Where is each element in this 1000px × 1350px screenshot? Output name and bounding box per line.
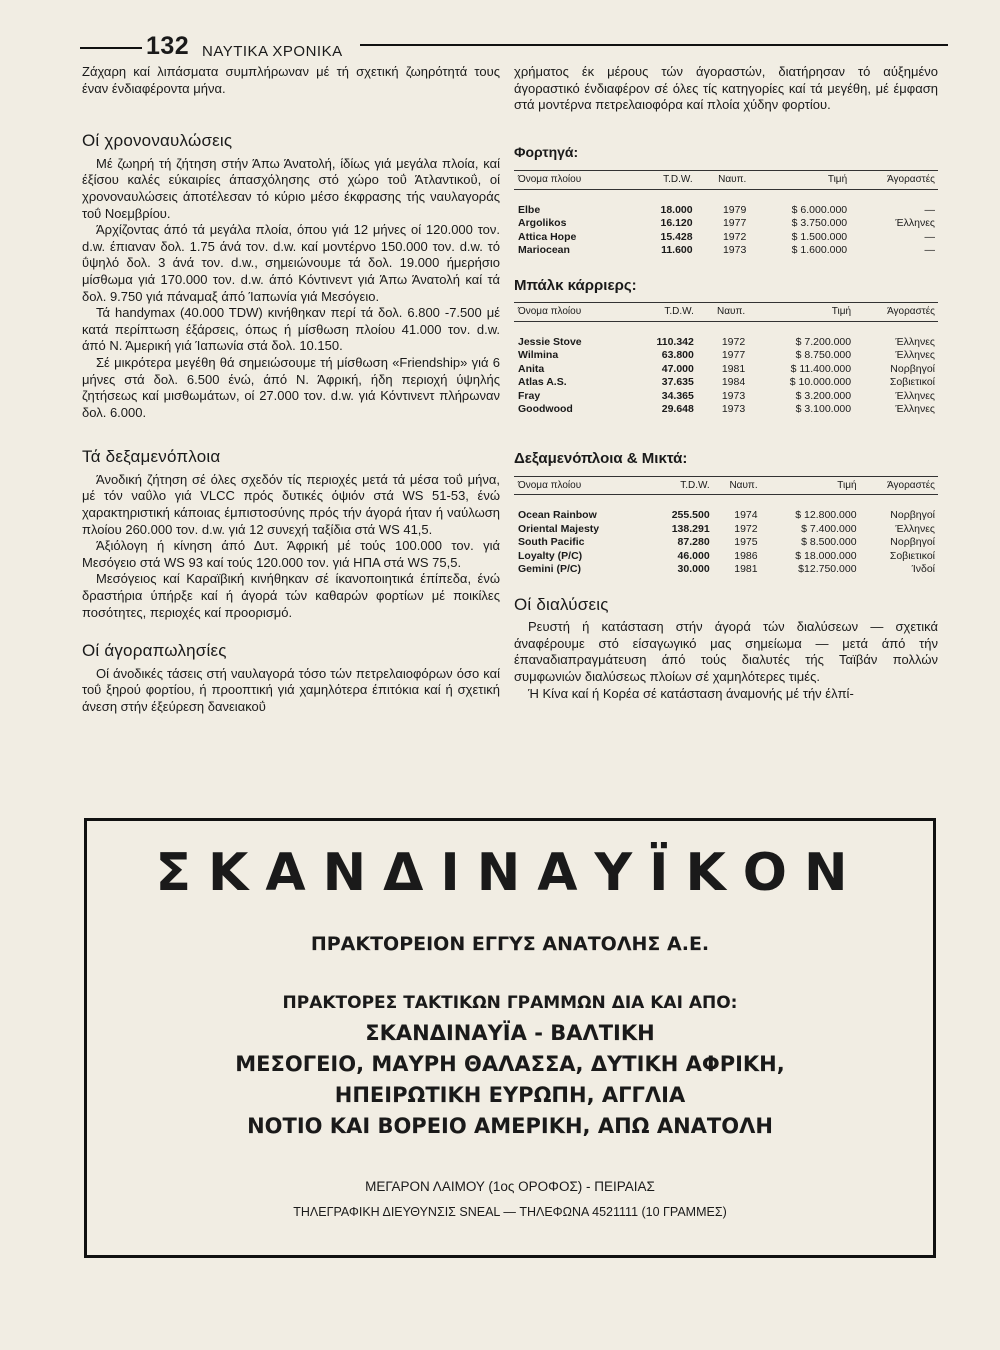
publication-title: ΝΑΥΤΙΚΑ ΧΡΟΝΙΚΑ <box>202 43 343 60</box>
col-header-name: Όνομα πλοίου <box>514 476 650 495</box>
left-column <box>82 64 500 716</box>
table-row: Attica Hope 15.428 1972 $ 1.500.000 — <box>518 230 935 243</box>
col-header-buyers: Άγοραστές <box>854 303 938 322</box>
table-title-tankers-mixed: Δεξαμενόπλοια & Μικτά: <box>514 449 688 467</box>
col-header-tdw: T.D.W. <box>630 303 697 322</box>
right-column <box>514 64 938 702</box>
ad-line: ΣΚΑΝΔΙΝΑΥΪΑ - ΒΑΛΤΙΚΗ <box>365 1021 655 1045</box>
col-header-name: Όνομα πλοίου <box>514 303 630 322</box>
bulk-sales-table <box>514 302 938 417</box>
table-row: Gemini (P/C) 30.000 1981 $12.750.000 Ίνδοί <box>518 563 935 576</box>
header-rule-left <box>80 47 142 49</box>
table-row: Oriental Majesty 138.291 1972 $ 7.400.000 Έλληνες <box>518 522 935 535</box>
table-row: Elbe 18.000 1979 $ 6.000.000 — <box>518 203 935 216</box>
section-heading-demolitions: Οί διαλύσεις <box>514 594 609 614</box>
ad-brand-name: ΣΚΑΝΔΙΝΑΥΪΚΟΝ <box>155 843 865 903</box>
table-row: Atlas A.S. 37.635 1984 $ 10.000.000 Σοβιετικοί <box>518 376 935 389</box>
tankers-paragraph: Μεσόγειος καί Καραϊβική κινήθηκαν σέ ίκανοποιητικά έπίπεδα, ένώ δραστήρια ύπήρξε καί ή άγορά τών καθαρών φορτίων μέ ποικίλες ποσότητες, περιοχές καί προορισμό. <box>82 571 500 620</box>
table-row: Argolikos 16.120 1977 $ 3.750.000 Έλληνες <box>518 217 935 230</box>
tankers-paragraph: Άξιόλογη ή κίνηση άπό Δυτ. Άφρική μέ τούς 100.000 τον. γιά Μεσόγειο στά WS 93 καί τούς 120.000 τον. γιά ΗΠΑ στά WS 75,5. <box>82 538 500 570</box>
table-row: Fray 34.365 1973 $ 3.200.000 Έλληνες <box>518 389 935 402</box>
continuation-paragraph: χρήματος έκ μέρους τών άγοραστών, διατήρησαν τό αύξημένο άγοραστικό ένδιαφέρον σέ όλες τίς κατηγορίες καί τά μεγέθη, μέ έμφαση στά μοντέρνα πετρελαιοφόρα καί πλοία χύδην φορτίου. <box>514 64 938 113</box>
table-header-row <box>514 476 938 495</box>
col-header-built: Ναυπ. <box>696 171 750 190</box>
table-row: Mariocean 11.600 1973 $ 1.600.000 — <box>518 244 935 257</box>
ad-line: ΠΡΑΚΤΟΡΕΣ ΤΑΚΤΙΚΩΝ ΓΡΑΜΜΩΝ ΔΙΑ ΚΑΙ ΑΠΟ: <box>282 993 738 1013</box>
tankers-paragraph: Άνοδική ζήτηση σέ όλες σχεδόν τίς περιοχές μετά τά μέσα τοΰ μήνα, μέ τόν ναΰλο γιά VLCC πρός δυτικές όψιόν στά WS 51-53, ένώ χαρακτηριστική κάποιας έμπιστοσύνης πρός τήν άγορά ήταν ή ναύλωση πλοίου 260.000 τον. d.w. γιά 12 συνεχή ταξίδια στά WS 41,5. <box>82 471 500 537</box>
charters-paragraph: Σέ μικρότερα μεγέθη θά σημειώσουμε τή μίσθωση «Friendship» γιά 6 μήνες στά δολ. 6.500 ένώ, άπό Ν. Άφρική, ήδη περιοχή ύψηλής ζητήσεως καί μισθωμάτων, οί 27.000 τον. d.w. γιά Κόντινεντ πλήρωναν δολ. 6.000. <box>82 354 500 420</box>
col-header-price: Τιμή <box>749 171 850 190</box>
ad-line: ΜΕΣΟΓΕΙΟ, ΜΑΥΡΗ ΘΑΛΑΣΣΑ, ΔΥΤΙΚΗ ΑΦΡΙΚΗ, <box>235 1052 785 1076</box>
table-header-row <box>514 303 938 322</box>
col-header-buyers: Άγοραστές <box>860 476 938 495</box>
table-header-row <box>514 171 938 190</box>
header-rule-right <box>360 44 948 46</box>
sales-paragraph: Οί άνοδικές τάσεις στή ναυλαγορά τόσο τών πετρελαιοφόρων όσο καί τοΰ ξηρού φορτίου, ή προοπτική γιά χαμηλότερα έπιτόκια καί ή σχετική άνεση στήν έξεύρεση δανειακοΰ <box>82 665 500 714</box>
col-header-price: Τιμή <box>748 303 854 322</box>
demolitions-paragraph: Ή Κίνα καί ή Κορέα σέ κατάσταση άναμονής μέ τήν έλπί- <box>528 685 854 701</box>
table-title-cargo: Φορτηγά: <box>514 143 579 160</box>
charters-paragraph: Άρχίζοντας άπό τά μεγάλα πλοία, όπου γιά 12 μήνες οί 120.000 τον. d.w. έπιαναν δολ. 1.75 άνά τον. d.w. καί μοντέρνο 150.000 τον. d.w. τό ΰψηλό δολ. 3 άνά τον. d.w., σημειώνουμε τά δολ. 19.000 ήμερήσιο μίσθωμα γιά 170.000 τον. d.w. άπό Κόντινεντ γιά Άπω Άνατολή καί τά δολ. 9.750 γιά πάναμαξ άπό Ίαπωνία γιά Μεσόγειο. <box>82 222 500 304</box>
ad-line: ΝΟΤΙΟ ΚΑΙ ΒΟΡΕΙΟ ΑΜΕΡΙΚΗ, ΑΠΩ ΑΝΑΤΟΛΗ <box>247 1114 773 1138</box>
ad-contact: ΤΗΛΕΓΡΑΦΙΚΗ ΔΙΕΥΘΥΝΣΙΣ SNEAL — ΤΗΛΕΦΩΝΑ 4521111 (10 ΓΡΑΜΜΕΣ) <box>293 1205 727 1219</box>
col-header-tdw: T.D.W. <box>635 171 696 190</box>
demolitions-paragraph: Ρευστή ή κατάσταση στήν άγορά τών διαλύσεων — σχετικά άναφέρουμε στό είσαγωγικό μας σημείωμα — μετά άπό τήν έπαναδιαπραγμάτευση άπό τούς διαλυτές τής Ταϊβάν πολλών συμφωνιών διαλύσεως πλοίων σέ χαμηλότερες τιμές. <box>514 619 938 684</box>
col-header-price: Τιμή <box>761 476 860 495</box>
page-number: 132 <box>146 32 190 60</box>
col-header-built: Ναυπ. <box>697 303 748 322</box>
table-row: Jessie Stove 110.342 1972 $ 7.200.000 Έλληνες <box>518 335 935 348</box>
col-header-buyers: Άγοραστές <box>850 171 938 190</box>
advertisement-box <box>84 818 936 1258</box>
charters-paragraph: Μέ ζωηρή τή ζήτηση στήν Άπω Άνατολή, ίδίως γιά μεγάλα πλοία, καί έξίσου καλές εύκαιρίες άπασχόλησης στό χώρο τοΰ Άτλαντικοΰ, οί χρονοναυλώσεις άποτέλεσαν τό κύριο μέσο έκφρασης τής ναυλαγοράς τοΰ Νοεμβρίου. <box>82 155 500 221</box>
ad-company-name: ΠΡΑΚΤΟΡΕΙΟΝ ΕΓΓΥΣ ΑΝΑΤΟΛΗΣ Α.Ε. <box>310 933 710 955</box>
table-title-bulk: Μπάλκ κάρριερς: <box>514 276 637 294</box>
table-row: Wilmina 63.800 1977 $ 8.750.000 Έλληνες <box>518 349 935 362</box>
table-row: Ocean Rainbow 255.500 1974 $ 12.800.000 Νορβηγοί <box>518 509 935 522</box>
col-header-built: Ναυπ. <box>713 476 761 495</box>
section-heading-charters: Οί χρονοναυλώσεις <box>82 131 233 151</box>
page-header <box>80 34 948 62</box>
ad-address: ΜΕΓΑΡΟΝ ΛΑΙΜΟΥ (1ος ΟΡΟΦΟΣ) - ΠΕΙΡΑΙΑΣ <box>365 1179 655 1194</box>
table-row: Loyalty (P/C) 46.000 1986 $ 18.000.000 Σοβιετικοί <box>518 549 935 562</box>
table-row: Goodwood 29.648 1973 $ 3.100.000 Έλληνες <box>518 403 935 416</box>
section-heading-sales: Οί άγοραπωλησίες <box>82 641 227 661</box>
intro-paragraph: Ζάχαρη καί λιπάσματα συμπλήρωναν μέ τή σχετική ζωηρότητά τους έναν ένδιαφέροντα μήνα. <box>82 64 500 96</box>
table-row: Anita 47.000 1981 $ 11.400.000 Νορβηγοί <box>518 362 935 375</box>
cargo-sales-table <box>514 170 938 258</box>
ad-line: ΗΠΕΙΡΩΤΙΚΗ ΕΥΡΩΠΗ, ΑΓΓΛΙΑ <box>334 1083 686 1107</box>
section-heading-tankers: Τά δεξαμενόπλοια <box>82 447 221 467</box>
tankers-mixed-sales-table <box>514 476 938 577</box>
col-header-tdw: T.D.W. <box>650 476 713 495</box>
table-row: South Pacific 87.280 1975 $ 8.500.000 Νορβηγοί <box>518 536 935 549</box>
charters-paragraph: Τά handymax (40.000 TDW) κινήθηκαν περί τά δολ. 6.800 -7.500 μέ κατά περίπτωση έξάρσεις, όπως ή μίσθωση πλοίου 41.000 τον. d.w. άπό Ν. Άμερική γιά Ίαπωνία στά δολ. 10.150. <box>82 305 500 354</box>
col-header-name: Όνομα πλοίου <box>514 171 635 190</box>
